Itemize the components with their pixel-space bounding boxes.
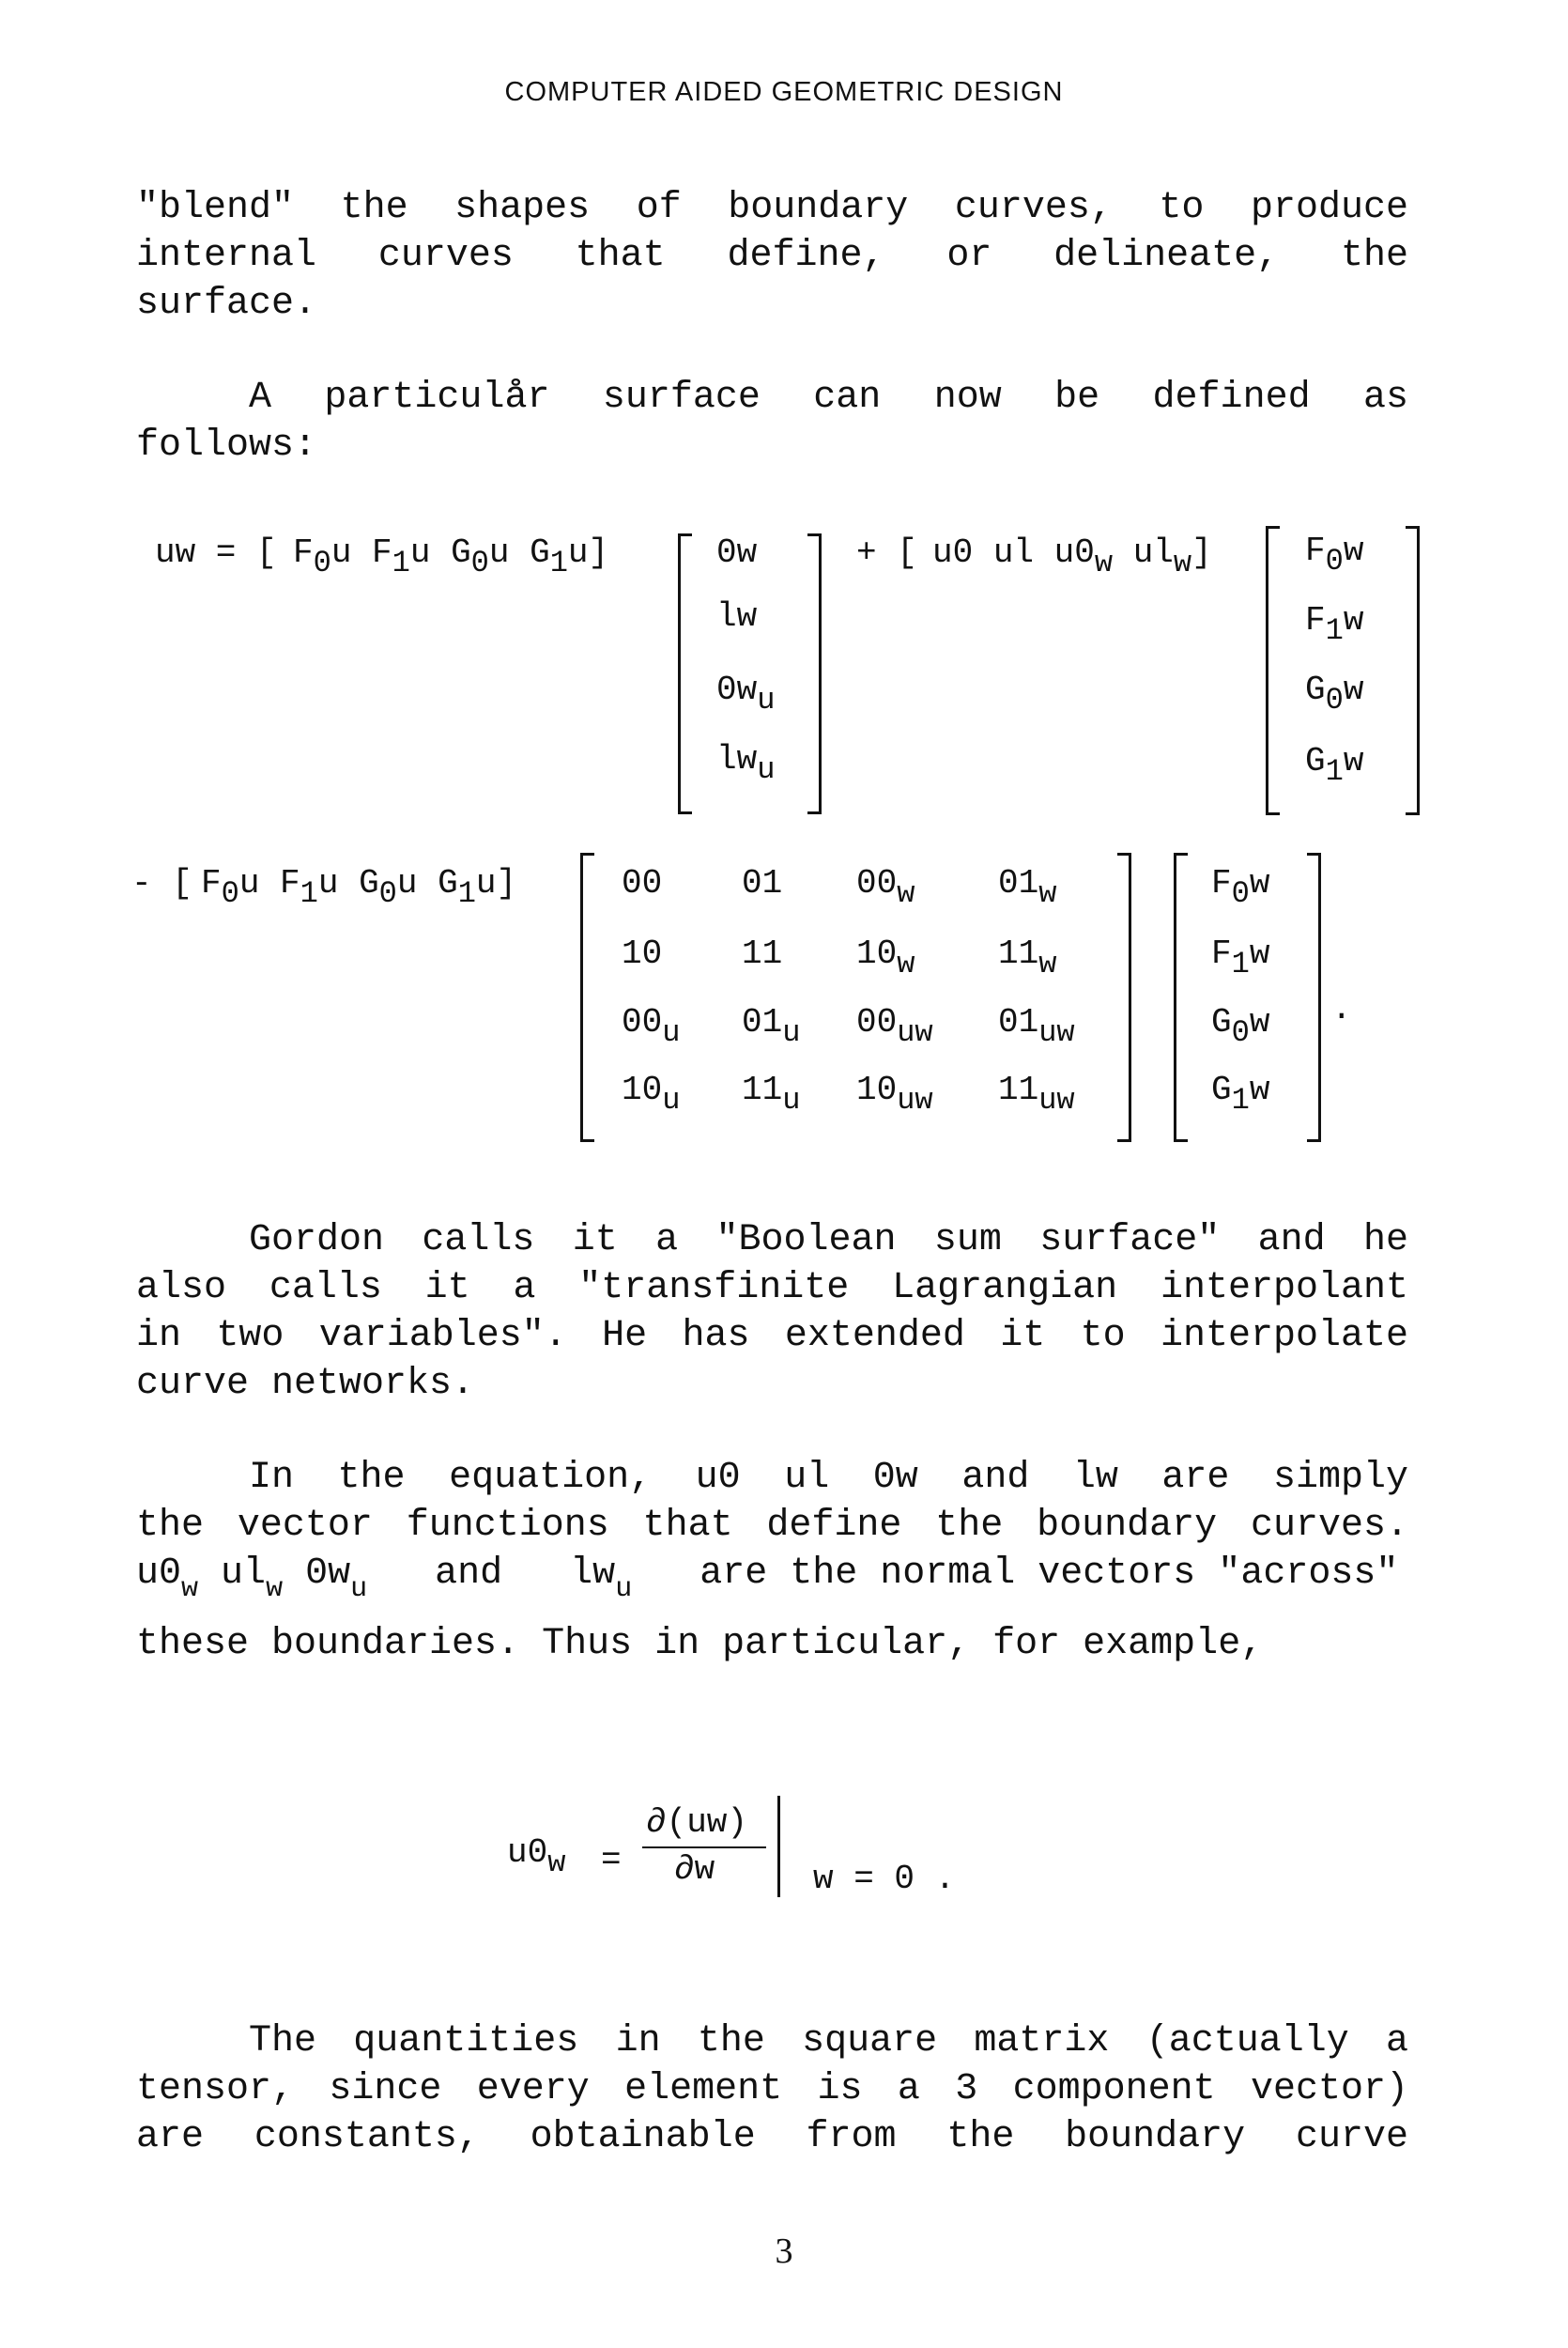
text-line: curve networks. (136, 1363, 475, 1405)
eq2-rowvec-entry: $F_1u$ (280, 864, 339, 911)
eq1-rowvec-entry: $G_1u$] (530, 533, 609, 580)
text-line: are constants, obtainable from the boundary curve (136, 2116, 1408, 2158)
eq2-matrix-cell: $00_{uw}$ (856, 1003, 933, 1050)
eq2-period: . (1331, 990, 1352, 1028)
eq2-col-entry: $G_1w$ (1211, 1071, 1270, 1118)
eq1-rowvec2-entry: ul (992, 533, 1035, 572)
text-line: A particulår surface can now be defined as (249, 377, 1408, 419)
eq2-col-entry: $F_1w$ (1211, 935, 1270, 981)
eq1-rowvec-entry: $F_0u$ (293, 533, 352, 580)
eq2-matrix-cell: 00 (622, 864, 663, 903)
text-line: in two variables". He has extended it to interpolate (136, 1315, 1408, 1357)
eq3-denominator: ∂w (674, 1850, 715, 1889)
eq1-col2-entry: $G_1w$ (1305, 742, 1364, 789)
eq2-matrix-cell: $01_{uw}$ (998, 1003, 1075, 1050)
eq2-matrix-cell: $00_u$ (622, 1003, 681, 1050)
text-line: internal curves that define, or delineate, the (136, 235, 1408, 277)
eq2-matrix-cell: $11_u$ (742, 1071, 801, 1118)
eq1-plus: + [ (856, 533, 917, 572)
eq2-minus: - [ (131, 864, 192, 903)
eq2-matrix-cell: 11 (742, 935, 783, 973)
eq2-rowvec-entry: $F_0u$ (201, 864, 260, 911)
text-line: follows: (136, 425, 317, 467)
eq1-col2-entry: $F_0w$ (1305, 532, 1364, 579)
eq2-matrix-cell: $01_w$ (998, 864, 1057, 911)
text-line: The quantities in the square matrix (actually a (249, 2020, 1408, 2062)
text-line: In the equation, u0 ul 0w and lw are simply (249, 1457, 1408, 1499)
running-header: COMPUTER AIDED GEOMETRIC DESIGN (504, 77, 1064, 107)
page-number: 3 (775, 2232, 793, 2271)
eq3-numerator: ∂(uw) (646, 1803, 748, 1842)
text-line-subscripted: $u0_w$ $ul_w$ $0w_u$ and $lw_u$ are the normal vectors "across" (136, 1552, 1399, 1605)
eq1-rowvec2-entry: $u0_w$ (1053, 533, 1114, 580)
eq2-matrix-cell: 10 (622, 935, 663, 973)
eq2-matrix-cell: $01_u$ (742, 1003, 801, 1050)
eq2-matrix-cell: $00_w$ (856, 864, 915, 911)
paragraph-5 (136, 2017, 1408, 2161)
eq1-col1-entry: $lw_u$ (716, 740, 776, 787)
eq2-matrix-cell: $11_w$ (998, 935, 1057, 981)
eq2-matrix-cell: 01 (742, 864, 783, 903)
eq2-matrix-cell: $11_{uw}$ (998, 1071, 1075, 1118)
text-line: surface. (136, 283, 317, 325)
eq3-evaluation: w = 0 . (813, 1860, 956, 1898)
eq1-lhs: uw = [ (155, 533, 277, 572)
eq2-matrix-cell: $10_u$ (622, 1071, 681, 1118)
eq3-lhs: $u0_w$ (507, 1833, 566, 1880)
text-line: "blend" the shapes of boundary curves, to produce (136, 187, 1408, 229)
eq1-rowvec2-entry: u0 (932, 533, 974, 572)
eq2-rowvec-entry: $G_0u$ (359, 864, 418, 911)
eq1-col1-entry: lw (716, 597, 758, 636)
eq3-fraction-bar (642, 1846, 766, 1848)
eq3-evaluation-bar (777, 1796, 780, 1897)
eq1-col1-entry: $0w_u$ (716, 671, 776, 718)
eq3-equals: = (601, 1841, 622, 1879)
eq2-col-entry: $G_0w$ (1211, 1003, 1270, 1050)
eq1-col2-entry: $G_0w$ (1305, 671, 1364, 718)
eq1-rowvec2-entry: $ul_w$] (1132, 533, 1212, 580)
text-line: Gordon calls it a "Boolean sum surface" and he (249, 1219, 1408, 1261)
eq1-rowvec-entry: $G_0u$ (451, 533, 510, 580)
text-line: tensor, since every element is a 3 component vector) (136, 2068, 1408, 2110)
eq2-matrix-cell: $10_{uw}$ (856, 1071, 933, 1118)
eq1-col1-entry: 0w (716, 533, 758, 572)
eq2-rowvec-entry: $G_1u$] (438, 864, 517, 911)
eq2-col-entry: $F_0w$ (1211, 864, 1270, 911)
text-line: the vector functions that define the boundary curves. (136, 1505, 1408, 1547)
eq2-matrix-cell: $10_w$ (856, 935, 915, 981)
text-line: also calls it a "transfinite Lagrangian interpolant (136, 1267, 1408, 1309)
eq1-rowvec-entry: $F_1u$ (372, 533, 431, 580)
eq1-col2-entry: $F_1w$ (1305, 601, 1364, 648)
text-line: these boundaries. Thus in particular, for example, (136, 1623, 1264, 1665)
